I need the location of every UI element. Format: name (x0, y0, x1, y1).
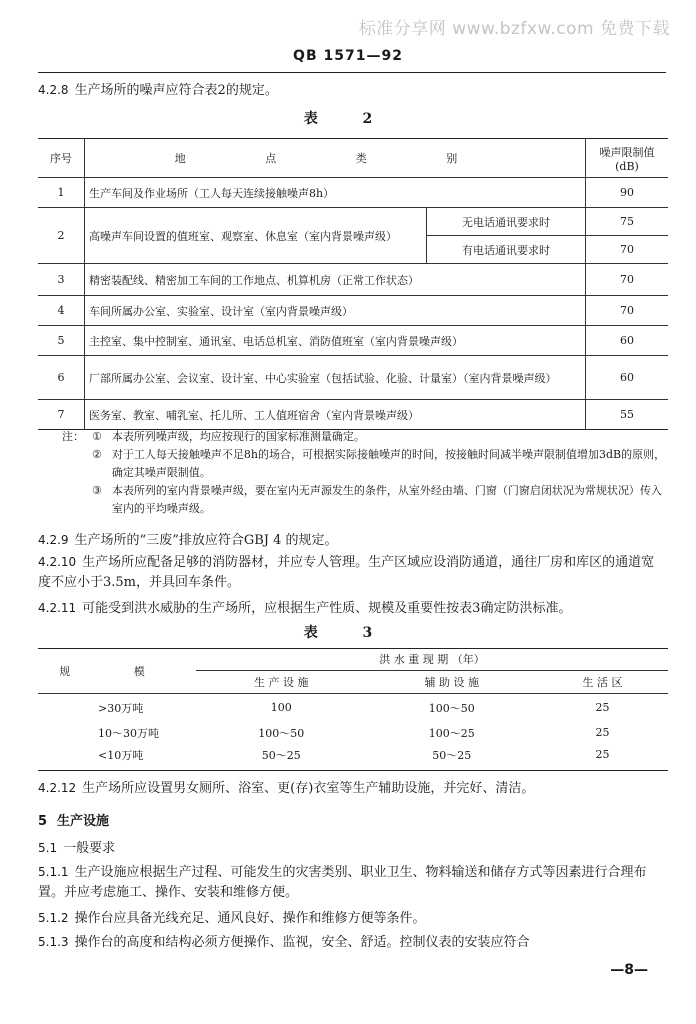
row-place: 厂部所属办公室、会议室、设计室、中心实验室（包括试验、化验、计量室）（室内背景噪声级） (85, 356, 586, 400)
note-text: 对于工人每天接触噪声不足8h的场合，可根据实际接触噪声的时间，按接触时间减半噪声限制值增加3dB的原则，确定其噪声限制值。 (111, 448, 666, 479)
row-condition: 无电话通讯要求时 (427, 208, 586, 236)
clause-text: 操作台应具备光线充足、通风良好、操作和维修方便等条件。 (74, 911, 426, 926)
noise-limit-table (38, 138, 668, 430)
table2-caption: 表 2 (303, 111, 393, 127)
clause-text: 生产场所的噪声应符合表2的规定。 (74, 83, 278, 98)
header-living: 生 活 区 (537, 671, 668, 694)
table-row (38, 722, 668, 744)
clause-number: 4.2.10 (38, 555, 77, 569)
row-no: 7 (38, 400, 85, 430)
header-place: 地 点 类 别 (85, 139, 586, 178)
note-text: 本表所列的室内背景噪声级，要在室内无声源发生的条件，从室外经由墙、门窗（门窗启闭状况为常规状况）传入室内的平均噪声级。 (111, 484, 662, 515)
clause-4-2-8 (38, 80, 664, 101)
header-limit: 噪声限制值(dB) (586, 139, 669, 178)
clause-text: 操作台的高度和结构必须方便操作、监视，安全、舒适。控制仪表的安装应符合 (74, 935, 530, 950)
table-row (38, 296, 668, 326)
clause-4-2-12 (38, 778, 664, 799)
table-row (38, 208, 668, 236)
clause-number: 4.2.8 (38, 83, 69, 97)
row-value: 70 (586, 236, 669, 264)
clause-5-1-2 (38, 908, 664, 929)
row-value: 70 (586, 296, 669, 326)
note-text: 本表所列噪声级，均应按现行的国家标准测量确定。 (111, 430, 365, 443)
row-living: 25 (595, 726, 610, 739)
clause-5-1-1 (38, 862, 664, 903)
clause-4-2-9 (38, 530, 664, 551)
table3-bottom-rule (38, 770, 668, 771)
clause-number: 5.1.1 (38, 865, 69, 879)
row-no: 5 (38, 326, 85, 356)
row-scale: 10～30万吨 (98, 726, 159, 740)
clause-4-2-10 (38, 552, 664, 593)
row-no: 6 (38, 356, 85, 400)
row-value: 55 (586, 400, 669, 430)
table-row (38, 744, 668, 766)
table-row (38, 356, 668, 400)
standard-code: QB 1571—92 (293, 48, 403, 64)
clause-text: 一般要求 (63, 841, 116, 856)
row-no: 4 (38, 296, 85, 326)
clause-text: 生产场所应设置男女厕所、浴室、更(存)衣室等生产辅助设施，并完好、清洁。 (82, 781, 535, 796)
row-auxiliary: 100～25 (428, 726, 475, 740)
header-scale: 规 模 (38, 648, 196, 694)
row-production: 100 (270, 701, 292, 715)
watermark: 标准分享网 www.bzfxw.com 免费下载 (358, 19, 670, 39)
clause-number: 5.1.2 (38, 911, 69, 925)
row-auxiliary: 50～25 (432, 748, 472, 762)
clause-text: 可能受到洪水威胁的生产场所，应根据生产性质、规模及重要性按表3确定防洪标准。 (82, 601, 572, 616)
clause-number: 5.1 (38, 841, 58, 855)
clause-number: 5.1.3 (38, 935, 69, 949)
row-scale: <10万吨 (98, 748, 144, 762)
row-value: 75 (586, 208, 669, 236)
note-mark: ② (92, 448, 102, 461)
row-place: 医务室、教室、哺乳室、托儿所、工人值班宿舍（室内背景噪声级） (85, 400, 586, 430)
note-item (62, 482, 666, 518)
header-auxiliary: 辅 助 设 施 (367, 671, 538, 694)
row-place: 车间所属办公室、实验室、设计室（室内背景噪声级） (85, 296, 586, 326)
header-production: 生 产 设 施 (196, 671, 367, 694)
header-rule (38, 72, 666, 73)
row-no: 3 (38, 264, 85, 296)
clause-text: 生产设施应根据生产过程、可能发生的灾害类别、职业卫生、物料输送和储存方式等因素进行合理布置。并应考虑施工、操作、安装和维修方便。 (38, 865, 647, 900)
note-mark: ① (92, 430, 102, 443)
section-heading (38, 810, 109, 829)
clause-text: 生产场所应配备足够的消防器材，并应专人管理。生产区域应设消防通道，通往厂房和库区的通道宽度不应小于3.5m，并具回车条件。 (38, 555, 655, 590)
row-no: 1 (38, 178, 85, 208)
section-number: 5 (38, 814, 48, 829)
header-no: 序号 (38, 139, 85, 178)
table2-notes (62, 428, 666, 518)
page-number: —8— (610, 962, 648, 978)
row-value: 70 (586, 264, 669, 296)
clause-5-1 (38, 838, 664, 859)
row-auxiliary: 100～50 (428, 701, 475, 715)
row-production: 50～25 (261, 748, 301, 762)
table3-caption: 表 3 (303, 625, 393, 641)
table-row (38, 178, 668, 208)
row-condition: 有电话通讯要求时 (427, 236, 586, 264)
table-row (38, 400, 668, 430)
clause-4-2-11 (38, 598, 664, 619)
row-no: 2 (38, 208, 85, 264)
table-row (38, 264, 668, 296)
clause-number: 4.2.12 (38, 781, 77, 795)
row-value: 90 (586, 178, 669, 208)
note-item (62, 446, 666, 482)
flood-standard-table (38, 648, 668, 766)
clause-number: 4.2.11 (38, 601, 77, 615)
row-place: 高噪声车间设置的值班室、观察室、休息室（室内背景噪声级） (85, 208, 427, 264)
note-mark: ③ (92, 484, 102, 497)
row-value: 60 (586, 356, 669, 400)
row-place: 主控室、集中控制室、通讯室、电话总机室、消防值班室（室内背景噪声级） (85, 326, 586, 356)
table-row (38, 326, 668, 356)
row-living: 25 (595, 748, 610, 761)
note-item (62, 428, 666, 446)
clause-text: 生产场所的“三废”排放应符合GBJ 4 的规定。 (74, 533, 338, 548)
header-period: 洪 水 重 现 期 （年） (196, 648, 668, 671)
row-value: 60 (586, 326, 669, 356)
clause-5-1-3 (38, 932, 664, 953)
row-scale: >30万吨 (98, 701, 144, 715)
table-row (38, 694, 668, 722)
row-place: 生产车间及作业场所（工人每天连续接触噪声8h） (85, 178, 586, 208)
row-living: 25 (595, 701, 610, 715)
row-place: 精密装配线、精密加工车间的工作地点、机算机房（正常工作状态） (85, 264, 586, 296)
notes-lead: 注： (62, 430, 84, 443)
row-production: 100～50 (258, 726, 305, 740)
section-title: 生产设施 (57, 814, 110, 829)
clause-number: 4.2.9 (38, 533, 69, 547)
